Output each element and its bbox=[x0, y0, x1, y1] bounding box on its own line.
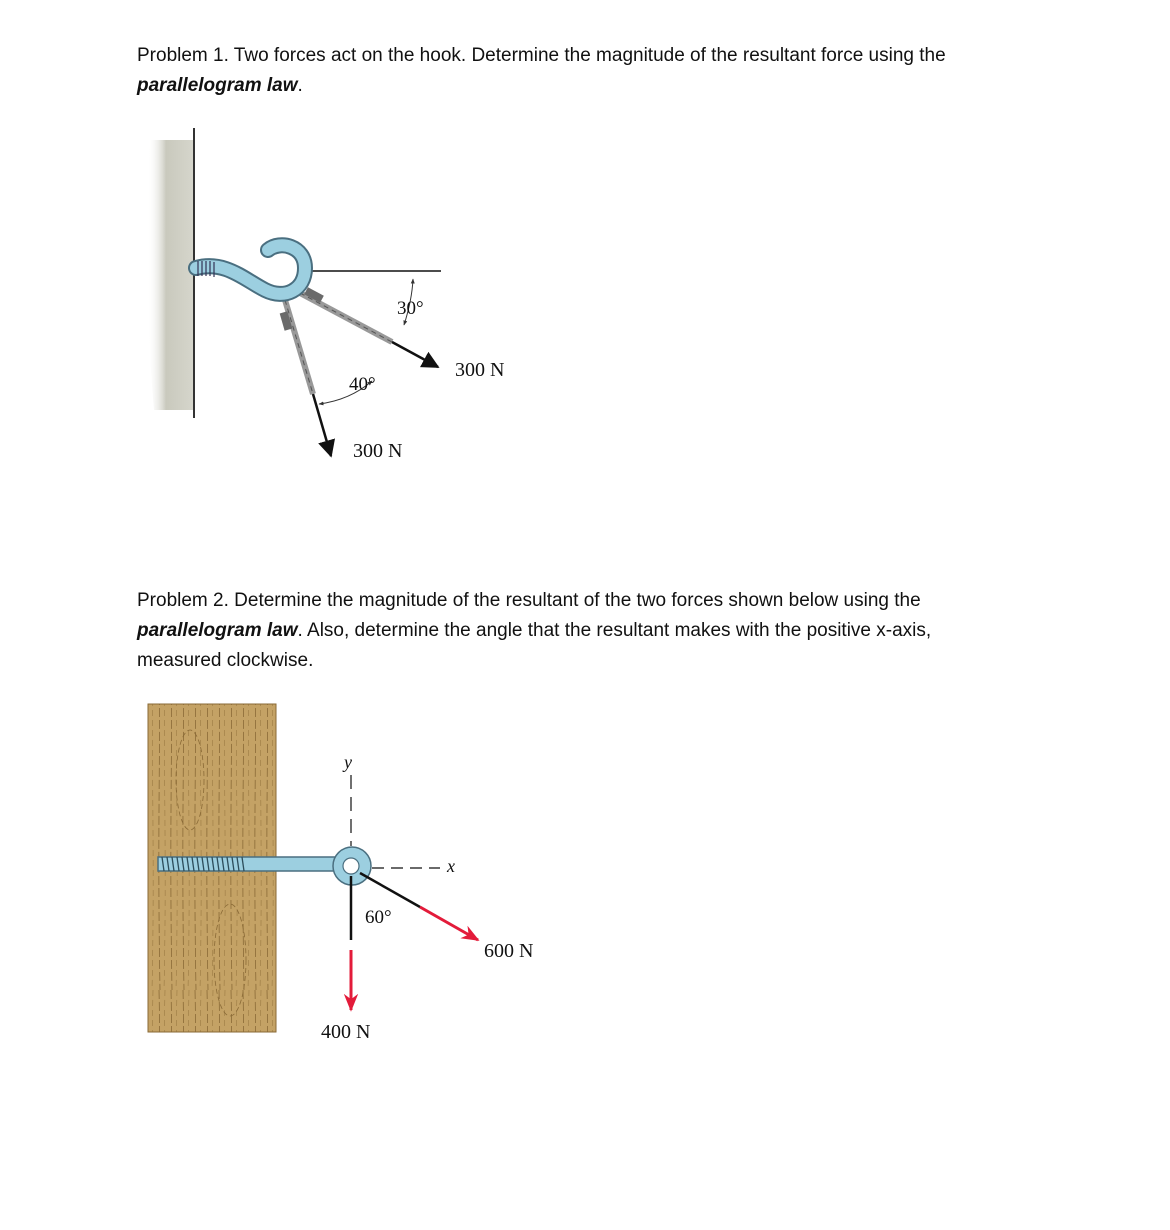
force-line-diagonal bbox=[360, 873, 420, 907]
angle-label-30: 30° bbox=[397, 298, 424, 319]
problem-2-emphasis: parallelogram law bbox=[137, 620, 298, 641]
cable-right bbox=[300, 293, 392, 342]
eyebolt-shank bbox=[158, 857, 340, 871]
x-axis-label: x bbox=[447, 856, 455, 876]
wall bbox=[147, 140, 194, 410]
angle-label-60: 60° bbox=[365, 907, 392, 928]
figure-2-eyebolt bbox=[148, 704, 533, 1043]
figure-1-hook bbox=[147, 128, 504, 462]
eyebolt-eye-hole bbox=[343, 858, 359, 874]
problem-2-statement: Problem 2. Determine the magnitude of the resultant of the two forces shown below using the bbox=[137, 590, 921, 611]
problem-1-emphasis: parallelogram law bbox=[137, 75, 298, 96]
problem-1-statement: Problem 1. Two forces act on the hook. Determine the magnitude of the resultant force using the bbox=[137, 45, 946, 66]
force-label-600: 600 N bbox=[484, 940, 534, 962]
problem-1-end: . bbox=[297, 75, 303, 96]
problem-2-end: . Also, determine the angle that the resultant makes with the positive x-axis, measured clockwise. bbox=[137, 620, 932, 671]
force-label-400: 400 N bbox=[321, 1021, 371, 1043]
force-arrow-right bbox=[392, 342, 438, 367]
force-arrow-600 bbox=[420, 907, 478, 940]
force-label-right: 300 N bbox=[455, 359, 505, 381]
angle-label-40: 40° bbox=[349, 374, 376, 395]
y-axis-label: y bbox=[344, 752, 352, 772]
force-label-down: 300 N bbox=[353, 440, 403, 462]
